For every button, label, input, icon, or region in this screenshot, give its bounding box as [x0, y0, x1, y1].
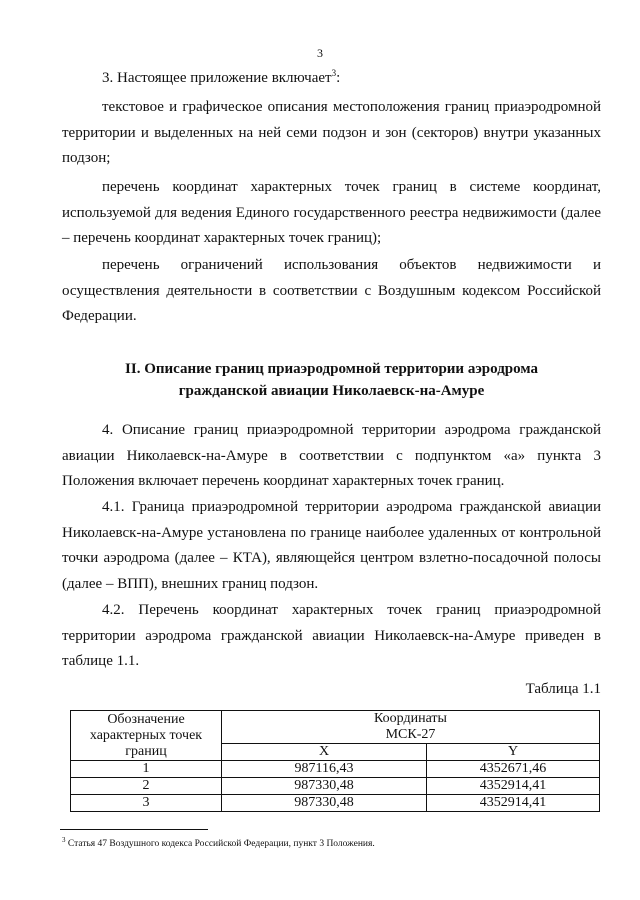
coordinates-header — [222, 711, 600, 744]
point-cell: 1 — [71, 761, 222, 778]
x-cell: 987330,48 — [222, 778, 427, 795]
page-number: 3 — [317, 46, 323, 60]
footnote-text: Статья 47 Воздушного кодекса Российской Федерации, пункт 3 Положения. — [65, 839, 375, 850]
paragraph-4-1: 4.1. Граница приаэродромной территории аэродрома гражданской авиации Николаевск-на-Амуре установлена по границе наиболее удаленных от контрольной точки аэродрома (далее – КТА), являющейся центром взлетно-посадочной полосы (далее – ВПП), внешних границ подзон. — [62, 499, 601, 592]
point-cell: 3 — [71, 795, 222, 812]
table-caption: Таблица 1.1 — [525, 681, 601, 697]
coordinates-header-text: Координаты МСК-27 — [374, 711, 447, 742]
section-3-intro-text: 3. Настоящее приложение включает — [102, 70, 332, 86]
list-item-coordinates: перечень координат характерных точек границ в системе координат, используемой для ведения Единого государственного реестра недвижимости (далее – перечень координат характерных точек границ); — [62, 179, 601, 246]
footnote-number: 3 — [62, 836, 66, 844]
y-header: Y — [427, 744, 600, 761]
footnote-reference: 3 — [331, 68, 337, 78]
y-cell: 4352914,41 — [427, 778, 600, 795]
footnote-separator — [60, 829, 208, 830]
points-header: Обозначение характерных точек границ — [71, 711, 222, 761]
section-heading-line-2: гражданской авиации Николаевск-на-Амуре — [178, 383, 485, 399]
y-cell: 4352914,41 — [427, 795, 600, 812]
list-item-descriptions: текстовое и графическое описания местоположения границ приаэродромной территории и выделенных на ней семи подзон и зон (секторов) внутри указанных подзон; — [62, 99, 601, 166]
paragraph-4: 4. Описание границ приаэродромной территории аэродрома гражданской авиации Николаевск-на-Амуре в соответствии с подпунктом «а» пункта 3 Положения включает перечень координат характерных точек границ. — [62, 422, 601, 489]
x-cell: 987330,48 — [222, 795, 427, 812]
y-cell: 4352671,46 — [427, 761, 600, 778]
section-3-intro-colon: : — [336, 70, 341, 86]
footnote — [62, 834, 375, 850]
x-cell: 987116,43 — [222, 761, 427, 778]
list-item-restrictions: перечень ограничений использования объектов недвижимости и осуществления деятельности в соответствии с Воздушным кодексом Российской Федерации. — [62, 257, 601, 324]
section-heading-line-1: II. Описание границ приаэродромной территории аэродрома — [125, 361, 538, 377]
table-row — [71, 761, 600, 778]
point-cell: 2 — [71, 778, 222, 795]
section-heading — [62, 358, 601, 402]
section-3-intro — [62, 66, 601, 92]
table-row — [71, 795, 600, 812]
paragraph-4-2: 4.2. Перечень координат характерных точек границ приаэродромной территории аэродрома гражданской авиации Николаевск-на-Амуре приведен в таблице 1.1. — [62, 602, 601, 669]
x-header: X — [222, 744, 427, 761]
table-header-row — [71, 711, 600, 744]
coordinates-table — [70, 710, 600, 812]
table-row — [71, 778, 600, 795]
